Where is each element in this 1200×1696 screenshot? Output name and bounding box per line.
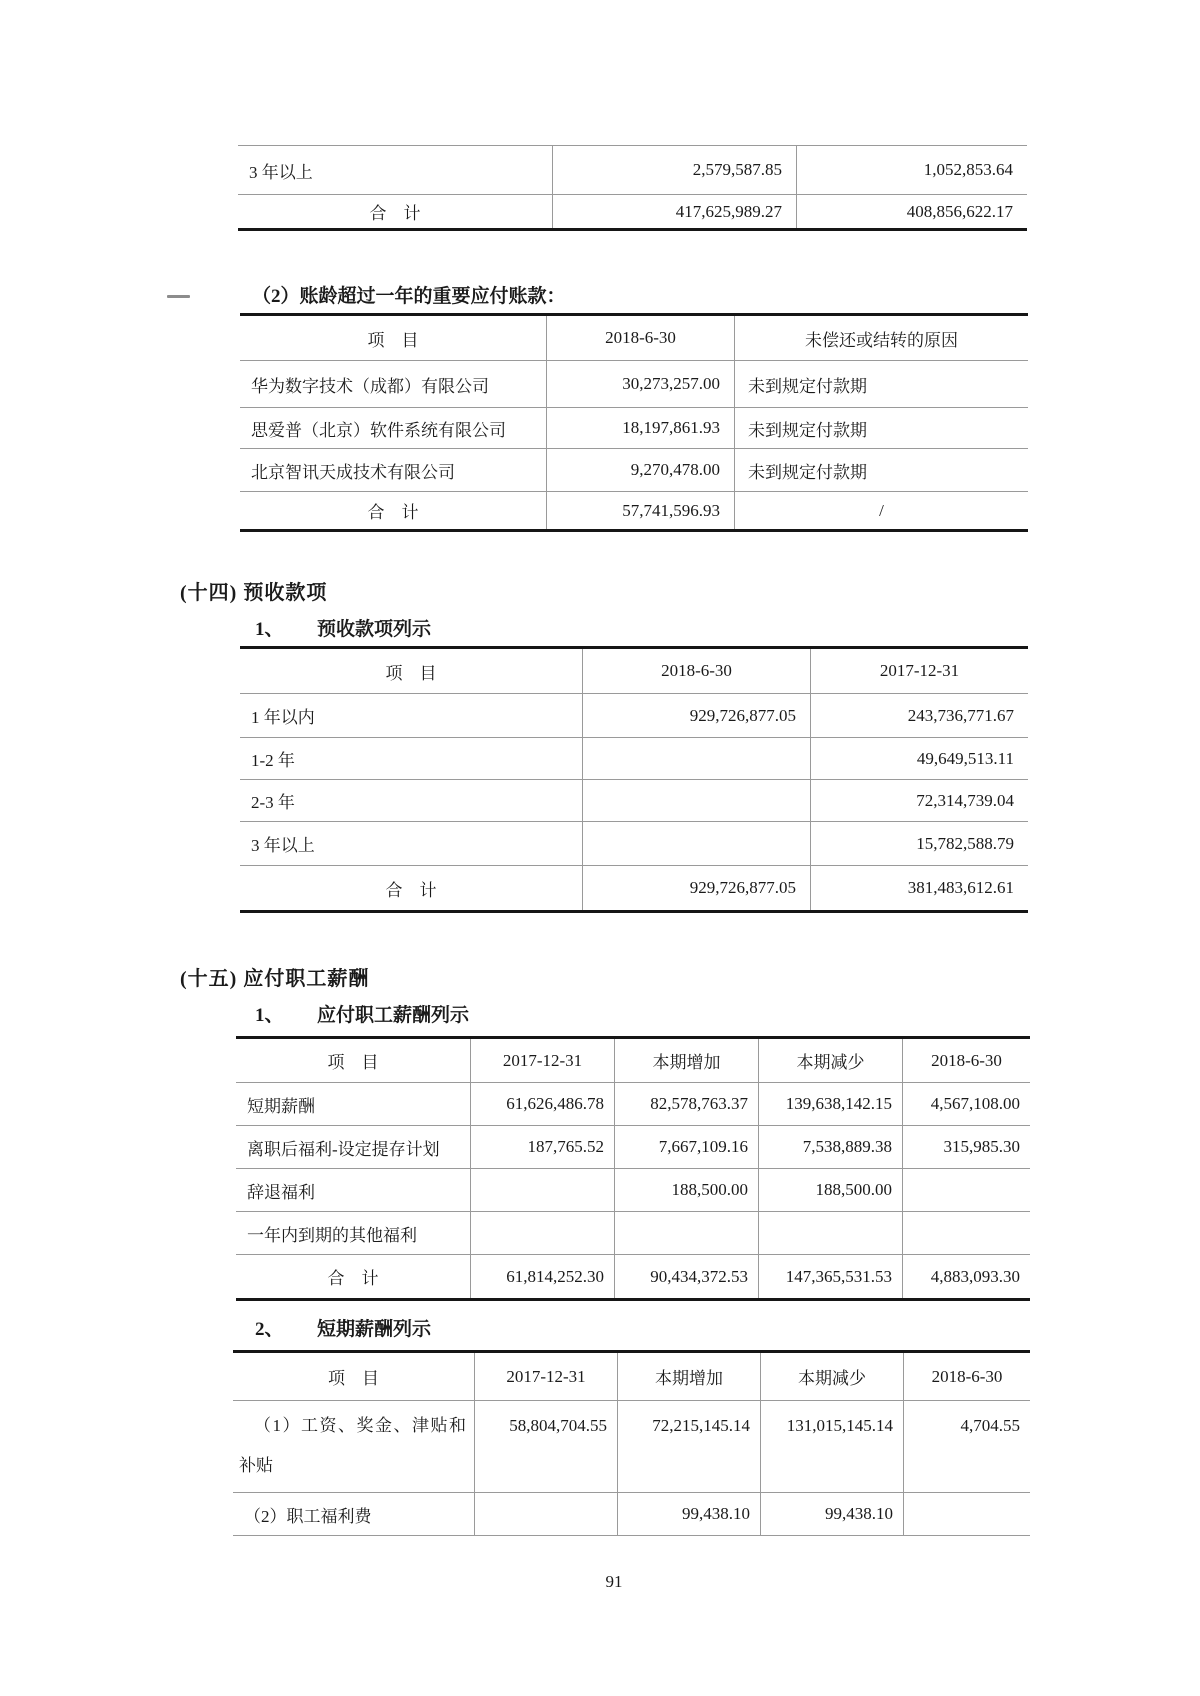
value-2018: 2,579,587.85 [552,146,796,194]
decrease-amount: 7,538,889.38 [758,1126,902,1168]
salary-item-label: （1）工资、奖金、津贴和补贴 [239,1416,466,1475]
section14-subheading [255,614,431,641]
table-row [236,1169,1030,1212]
reason: 未到规定付款期 [734,361,1028,407]
opening-amount [470,1212,614,1254]
closing-amount: 315,985.30 [902,1126,1030,1168]
amount-2018 [582,822,810,865]
aging-label: 2-3 年 [251,793,295,812]
closing-amount [902,1212,1030,1254]
opening-amount: 61,626,486.78 [470,1083,614,1125]
total-row [236,1255,1030,1301]
total-row [238,195,1027,231]
total-2018: 417,625,989.27 [552,195,796,228]
table-row [240,361,1028,408]
vendor-name: 思爱普（北京）软件系统有限公司 [251,420,506,440]
total-label: 合 计 [367,503,419,522]
total-label: 合 计 [369,204,421,223]
header-closing: 2018-6-30 [902,1039,1030,1082]
aging-label: 1-2 年 [251,751,295,770]
amount-2018 [582,738,810,779]
amount: 18,197,861.93 [546,408,734,448]
header-row [240,649,1028,694]
header-date-2: 2017-12-31 [810,649,1028,693]
increase-amount: 72,215,145.14 [617,1401,760,1492]
total-reason: / [734,492,1028,529]
section2-table [240,313,1028,532]
aging-label: 1 年以内 [251,708,315,727]
header-item: 项 目 [367,330,419,350]
closing-amount [902,1169,1030,1211]
total-closing: 4,883,093.30 [902,1255,1030,1298]
total-2017: 381,483,612.61 [810,866,1028,910]
decrease-amount: 188,500.00 [758,1169,902,1211]
amount: 30,273,257.00 [546,361,734,407]
header-row [240,316,1028,361]
amount: 9,270,478.00 [546,449,734,491]
total-row [240,492,1028,532]
increase-amount: 188,500.00 [614,1169,758,1211]
header-row [236,1039,1030,1083]
total-opening: 61,814,252.30 [470,1255,614,1298]
decrease-amount [758,1212,902,1254]
decrease-amount: 131,015,145.14 [760,1401,903,1492]
benefit-label: 辞退福利 [247,1182,315,1202]
margin-dash [167,295,190,298]
header-decrease: 本期减少 [758,1039,902,1082]
decrease-amount: 139,638,142.15 [758,1083,902,1125]
total-2017: 408,856,622.17 [796,195,1027,228]
header-date: 2018-6-30 [546,316,734,360]
aging-label: 3 年以上 [251,836,315,855]
total-2018: 929,726,877.05 [582,866,810,910]
increase-amount: 99,438.10 [617,1493,760,1535]
amount-2018: 929,726,877.05 [582,694,810,737]
amount-2017: 243,736,771.67 [810,694,1028,737]
header-item: 项 目 [328,1369,379,1388]
opening-amount: 187,765.52 [470,1126,614,1168]
value-2017: 1,052,853.64 [796,146,1027,194]
table-row [236,1083,1030,1126]
total-amount: 57,741,596.93 [546,492,734,529]
closing-amount [903,1493,1030,1535]
table-row [240,408,1028,449]
amount-2017: 72,314,739.04 [810,780,1028,821]
amount-2018 [582,780,810,821]
subheading-number: 2、 [255,1319,284,1340]
page-number: 91 [605,1572,623,1591]
salary-item-label: （2）职工福利费 [244,1506,372,1526]
table-row [240,780,1028,822]
subheading-title: 短期薪酬列示 [317,1319,432,1340]
reason: 未到规定付款期 [734,449,1028,491]
header-closing: 2018-6-30 [903,1353,1030,1400]
total-increase: 90,434,372.53 [614,1255,758,1298]
vendor-name: 北京智讯天成技术有限公司 [251,462,455,482]
amount-2017: 49,649,513.11 [810,738,1028,779]
subheading-title: 预收款项列示 [317,619,432,640]
total-row [240,866,1028,913]
opening-amount [470,1169,614,1211]
section15-heading: (十五) 应付职工薪酬 [180,968,370,990]
subheading-number: 1、 [255,619,284,640]
total-label: 合 计 [385,880,437,900]
opening-amount: 58,804,704.55 [474,1401,617,1492]
subheading-title: 应付职工薪酬列示 [317,1005,470,1026]
section14-heading: (十四) 预收款项 [180,582,328,604]
header-increase: 本期增加 [614,1039,758,1082]
opening-amount [474,1493,617,1535]
section15-sub2-heading [255,1314,431,1341]
table-row [236,1126,1030,1169]
table-row [238,146,1027,195]
section15-sub1-heading [255,1000,469,1027]
header-opening: 2017-12-31 [474,1353,617,1400]
increase-amount: 82,578,763.37 [614,1083,758,1125]
header-date-1: 2018-6-30 [582,649,810,693]
total-decrease: 147,365,531.53 [758,1255,902,1298]
total-label: 合 计 [327,1269,379,1288]
reason: 未到规定付款期 [734,408,1028,448]
item-label: 3 年以上 [249,162,313,182]
table-row [236,1212,1030,1255]
benefit-label: 一年内到期的其他福利 [247,1225,417,1245]
decrease-amount: 99,438.10 [760,1493,903,1535]
carryover-table [238,145,1027,231]
table-row [240,822,1028,866]
header-row [233,1353,1030,1401]
amount-2017: 15,782,588.79 [810,822,1028,865]
section14-table [240,646,1028,913]
header-increase: 本期增加 [617,1353,760,1400]
header-opening: 2017-12-31 [470,1039,614,1082]
table-row [240,694,1028,738]
closing-amount: 4,567,108.00 [902,1083,1030,1125]
section15-sub2-table [233,1350,1030,1536]
section15-sub1-table [236,1036,1030,1301]
section2-heading: （2）账龄超过一年的重要应付账款： [252,286,566,307]
header-item: 项 目 [385,663,437,683]
increase-amount [614,1212,758,1254]
table-row [233,1401,1030,1493]
increase-amount: 7,667,109.16 [614,1126,758,1168]
vendor-name: 华为数字技术（成都）有限公司 [251,376,489,396]
table-row [233,1493,1030,1536]
header-reason: 未偿还或结转的原因 [734,316,1028,360]
header-item: 项 目 [327,1053,379,1072]
table-row [240,449,1028,492]
closing-amount: 4,704.55 [903,1401,1030,1492]
subheading-number: 1、 [255,1005,284,1026]
benefit-label: 短期薪酬 [247,1096,315,1116]
table-row [240,738,1028,780]
benefit-label: 离职后福利-设定提存计划 [247,1139,440,1159]
header-decrease: 本期减少 [760,1353,903,1400]
